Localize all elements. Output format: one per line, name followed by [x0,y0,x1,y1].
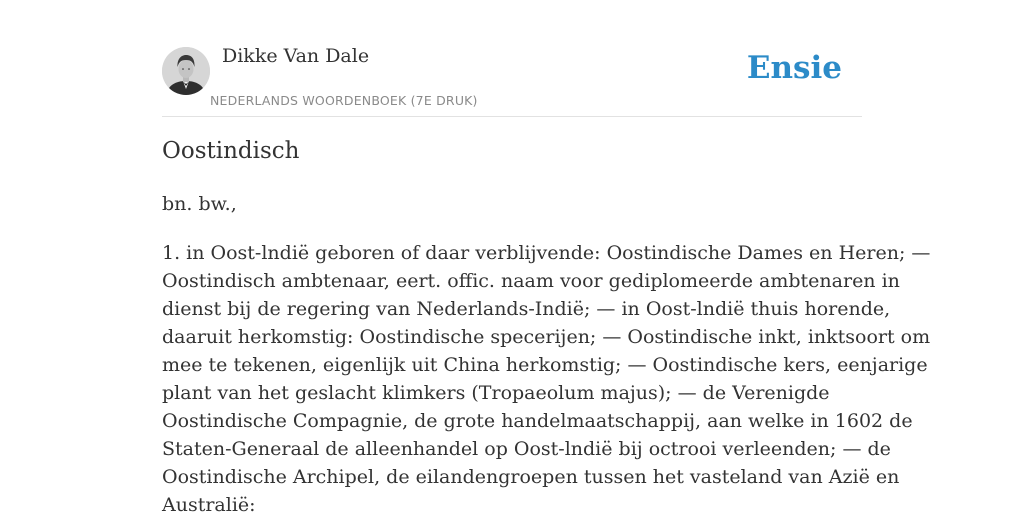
definition-line: Oostindische Archipel, de eilandengroepen tussen het vasteland van Azië en [162,466,900,488]
definition-line: 1. in Oost-lndië geboren of daar verblijvende: Oostindische Dames en Heren; — [162,242,931,264]
source-label[interactable]: NEDERLANDS WOORDENBOEK (7E DRUK) [210,93,478,108]
definition-line: Oostindische Compagnie, de grote handelmaatschappij, aan welke in 1602 de [162,410,913,432]
definition-line: daaruit herkomstig: Oostindische specerijen; — Oostindische inkt, inktsoort om [162,326,931,348]
portrait-icon [162,47,210,95]
definition-line: Oostindisch ambtenaar, eert. offic. naam voor gediplomeerde ambtenaren in [162,270,900,292]
header [162,0,862,117]
author-avatar[interactable] [162,47,210,95]
definition-line: dienst bij de regering van Nederlands-Indië; — in Oost-lndië thuis horende, [162,298,891,320]
definition-line: Staten-Generaal de alleenhandel op Oost-lndië bij octrooi verleenden; — de [162,438,891,460]
entry-definition [162,239,931,512]
definition-line: Australië: [162,494,256,512]
brand-logo[interactable]: Ensie [746,50,842,86]
entry-title: Oostindisch [162,138,300,164]
definition-line: mee te tekenen, eigenlijk uit China herkomstig; — Oostindische kers, eenjarige [162,354,928,376]
definition-line: plant van het geslacht klimkers (Tropaeolum majus); — de Verenigde [162,382,830,404]
author-name[interactable]: Dikke Van Dale [222,45,370,67]
part-of-speech: bn. bw., [162,193,237,215]
